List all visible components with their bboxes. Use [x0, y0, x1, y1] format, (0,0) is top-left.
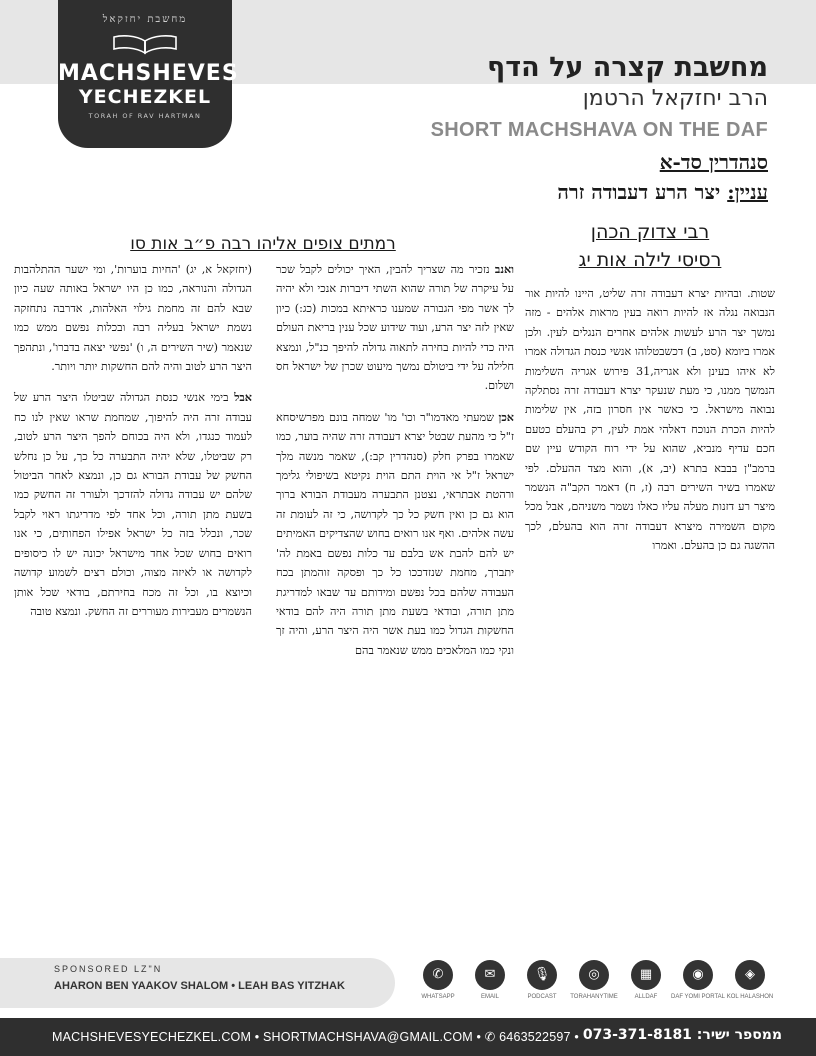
- right-column: [525, 218, 775, 556]
- right-source-line1: רבי צדוק הכהן: [590, 221, 710, 243]
- page-title-hebrew: מחשבת קצרה על הדף: [487, 52, 768, 83]
- open-book-icon: [110, 31, 180, 55]
- paragraph-text: נזכיר מה שצריך להבין, האיך יכולים לקבל שכר על עיקרה של תורה שהוא השתי דיברות אנכי ולא יהיה לך אשר מפי הגבורה שמענו כראיתא במכות (כג:) כיון שאין לזה יצר הרע, ועוד שידוע שכל ענין בריאת העולם היה כדי להיות בחירה לתאוה גדולה להיפך כנ"ל, ונמצא חלילה על ידי ביטולם נמשך מיעוט שכרן של ישראל חס ושלום.: [276, 263, 514, 393]
- paragraph: [14, 260, 252, 376]
- alldaf-icon: ▦: [631, 960, 661, 990]
- paragraph-text: (יחזקאל א, יג) 'החיות בוערות', ומי ישער ההתלהבות הגדולה והנוראה, כמו כן היו ישראל באותה שעה כיון שבא להם זה מחמת גילוי האלהות, אדרבה נתחזקה נשמת ישראל בעליה רבה ובכלות נפשם ממש כמו שנאמר (שיר השירים ה, ו) 'נפשי יצאה בדברו', ונתהפך היצר הרע לטוב והיה להם החשקות יותר ויותר.: [14, 263, 252, 374]
- link-icons: [410, 960, 780, 1010]
- email-link[interactable]: [462, 960, 518, 1000]
- alldaf-link[interactable]: [618, 960, 674, 1000]
- page-title-english: SHORT MACHSHAVA ON THE DAF: [430, 119, 768, 141]
- paragraph: [14, 388, 252, 621]
- paragraph: [276, 260, 514, 396]
- paragraph-text: שמעתי מאדמו"ר וכו' מו' שמחה בונם מפרשיסחא ז"ל כי מהעת שבטל יצרא דעבודה זרה שהיה בוער, כמו שאמרו בפרק חלק (סנהדרין קב:), שאמר מנשה מלך ישראל ז"ל אי הוית התם הוית נקיטא בשיפולי גלימך ורהטת אבתראי, נצטנן התבערה מעבודת הבורא ברוך הוא גם כן ואין חשק כל כך לקדושה, כי זה לעומת זה עשה אלהים. ואף אנו רואים בחוש שהצדיקים האמיתים יש להם להבת אש בלבם עד כלות נפשם באמת לה' יתברך, מחמת שנזדככו כל כך ופסקה זוהמתן בכח העבודה שלהם בכל נפשם ומידותם עד שבאו למדריגת מתן תורה, ובודאי בשעת מתן תורה היה להם בודאי החשקות הגדול כמו בעת אשר היה היצר הרע, והיה זך ונקי כמו המלאכים ממש שנאמר בהם: [276, 410, 514, 657]
- paragraph-lead: אבל: [234, 390, 252, 405]
- icon-label: ALLDAF: [634, 994, 658, 1000]
- podcast-icon: 🎙: [527, 960, 557, 990]
- logo: [58, 0, 239, 148]
- contact-line[interactable]: MACHSHEVESYECHEZKEL.COM • SHORTMACHSHAVA@GMAIL.COM • ✆ 6463522597 •: [52, 1030, 579, 1044]
- paragraph: [276, 408, 514, 660]
- email-icon: ✉: [475, 960, 505, 990]
- icon-label: EMAIL: [480, 994, 499, 1000]
- topic-line: [557, 180, 768, 205]
- torahanytime-link[interactable]: [566, 960, 622, 1000]
- logo-subtitle: TORAH OF RAV HARTMAN: [88, 112, 202, 120]
- sponsor-names: AHARON BEN YAAKOV SHALOM • LEAH BAS YITZHAK: [54, 980, 345, 992]
- left-column-b: [14, 260, 252, 633]
- contact-band: [0, 1018, 816, 1056]
- icon-label: DAF YOMI PORTAL: [670, 994, 725, 1000]
- icon-label: TORAHANYTIME: [570, 994, 618, 1000]
- icon-label: PODCAST: [527, 994, 557, 1000]
- paragraph-lead: ואנב: [494, 262, 514, 276]
- paragraph-lead: אכן: [498, 409, 514, 424]
- torahanytime-icon: ◎: [579, 960, 609, 990]
- icon-label: WHATSAPP: [421, 994, 455, 1000]
- logo-name-line1: MACHSHEVES: [58, 61, 239, 86]
- right-source-title: [525, 218, 775, 274]
- author-hebrew: הרב יחזקאל הרטמן: [582, 86, 768, 111]
- topic-label: עניין:: [727, 180, 768, 204]
- daf-yomi-portal-icon: ◉: [683, 960, 713, 990]
- logo-hebrew: מחשבת יחזקאל: [102, 14, 188, 25]
- logo-name-line2: YECHEZKEL: [78, 86, 212, 108]
- paragraph-text: בימי אנשי כנסת הגדולה שביטלו היצר הרע של עבודה זרה היה להיפוך, שמחמת שראו שאין לנו כח לעמוד כנגדו, ולא היה בכוחם להפך היצר הרע לטוב, רק שביטלו, שלא יהיה התבערה כל כך, על כן נחלש החשק של עבודת הבורא גם כן, ונמצא לאחר הביטול שלהם יש עבודה גדולה להזדכך ולעורר זה החשק כמו בשעת מתן תורה, וכל אחד לפי מדריגתו ראוי לקבל שכר, ונכלל בזה כל ישראל אפילו הפחותים, כי אנו רואים בחוש שכל אחד מישראל יכונה יש לו כיסופים לקדושה או לאיזה מצוה, וכולם רצים לשמוע קדושה וכיוצא בו, וכל זה מכח בחירתם, בודאי שכל אותן הנשמרים מעבירות מעוררים זה החשק. ונמצא טובה: [14, 391, 252, 618]
- right-source-line2: רסיסי לילה אות יג: [578, 249, 722, 271]
- daf-yomi-portal-link[interactable]: [670, 960, 726, 1000]
- podcast-link[interactable]: [514, 960, 570, 1000]
- whatsapp-icon: ✆: [423, 960, 453, 990]
- kol-halashon-link[interactable]: [722, 960, 778, 1000]
- left-source-title: רמתים צופים אליהו רבה פ״ב אות סו: [130, 234, 396, 254]
- sponsor-label: SPONSORED LZ"N: [54, 964, 163, 974]
- daf-title: סנהדרין סד-א: [659, 150, 768, 174]
- right-column-text: שטות. ובהיות יצרא דעבודה זרה שליט, היינו להיות אור הנבואה נגלה אז להיות רואה בעין מראות אלהים - מזה נמשך יצר הרע לעשות אלהים אחרים הנגלים לעין. ולכן אמרו ביומא (סט, ב) דכשבטלוהו אנשי כנסת הגדולה אמרו לא איהו בעינן ולא אגריה,31 פירוש אגריה השלימות הנמשך ממנו, כי מעת שנעקר יצרא דעבודה זרה נסתלקה נבואה מישראל. כי כאשר אין חסרון בזה, אין שלימות להיות הכרת הנוכח דאלהי אמת לעין, רק בהעלם כטעם חכם עדיף מנביא, שהוא על ידי רוח הקודש עיין שם ברמב"ן בבבא בתרא (יב, א), והוא מצד ההעלם. לפי שאמרו בשיר השירים רבה (ז, ח) דאמר הקב"ה הנשמר מיצר רע דזנות מעלה עליו כאלו נשמר משניהם, אבל מכל מקום השמירה מיצרא דעבודה זרה הוא בהעלם, לכך ההשגה גם כן בהעלם. ואמרו: [525, 287, 775, 553]
- topic-text: יצר הרע דעבודה זרה: [557, 180, 721, 204]
- icon-label: KOL HALASHON: [726, 994, 774, 1000]
- whatsapp-link[interactable]: [410, 960, 466, 1000]
- phone-hebrew[interactable]: ממספר ישיר: 073-371-8181: [582, 1027, 782, 1043]
- kol-halashon-icon: ◈: [735, 960, 765, 990]
- left-block: [14, 232, 514, 657]
- left-column-a: [276, 260, 514, 672]
